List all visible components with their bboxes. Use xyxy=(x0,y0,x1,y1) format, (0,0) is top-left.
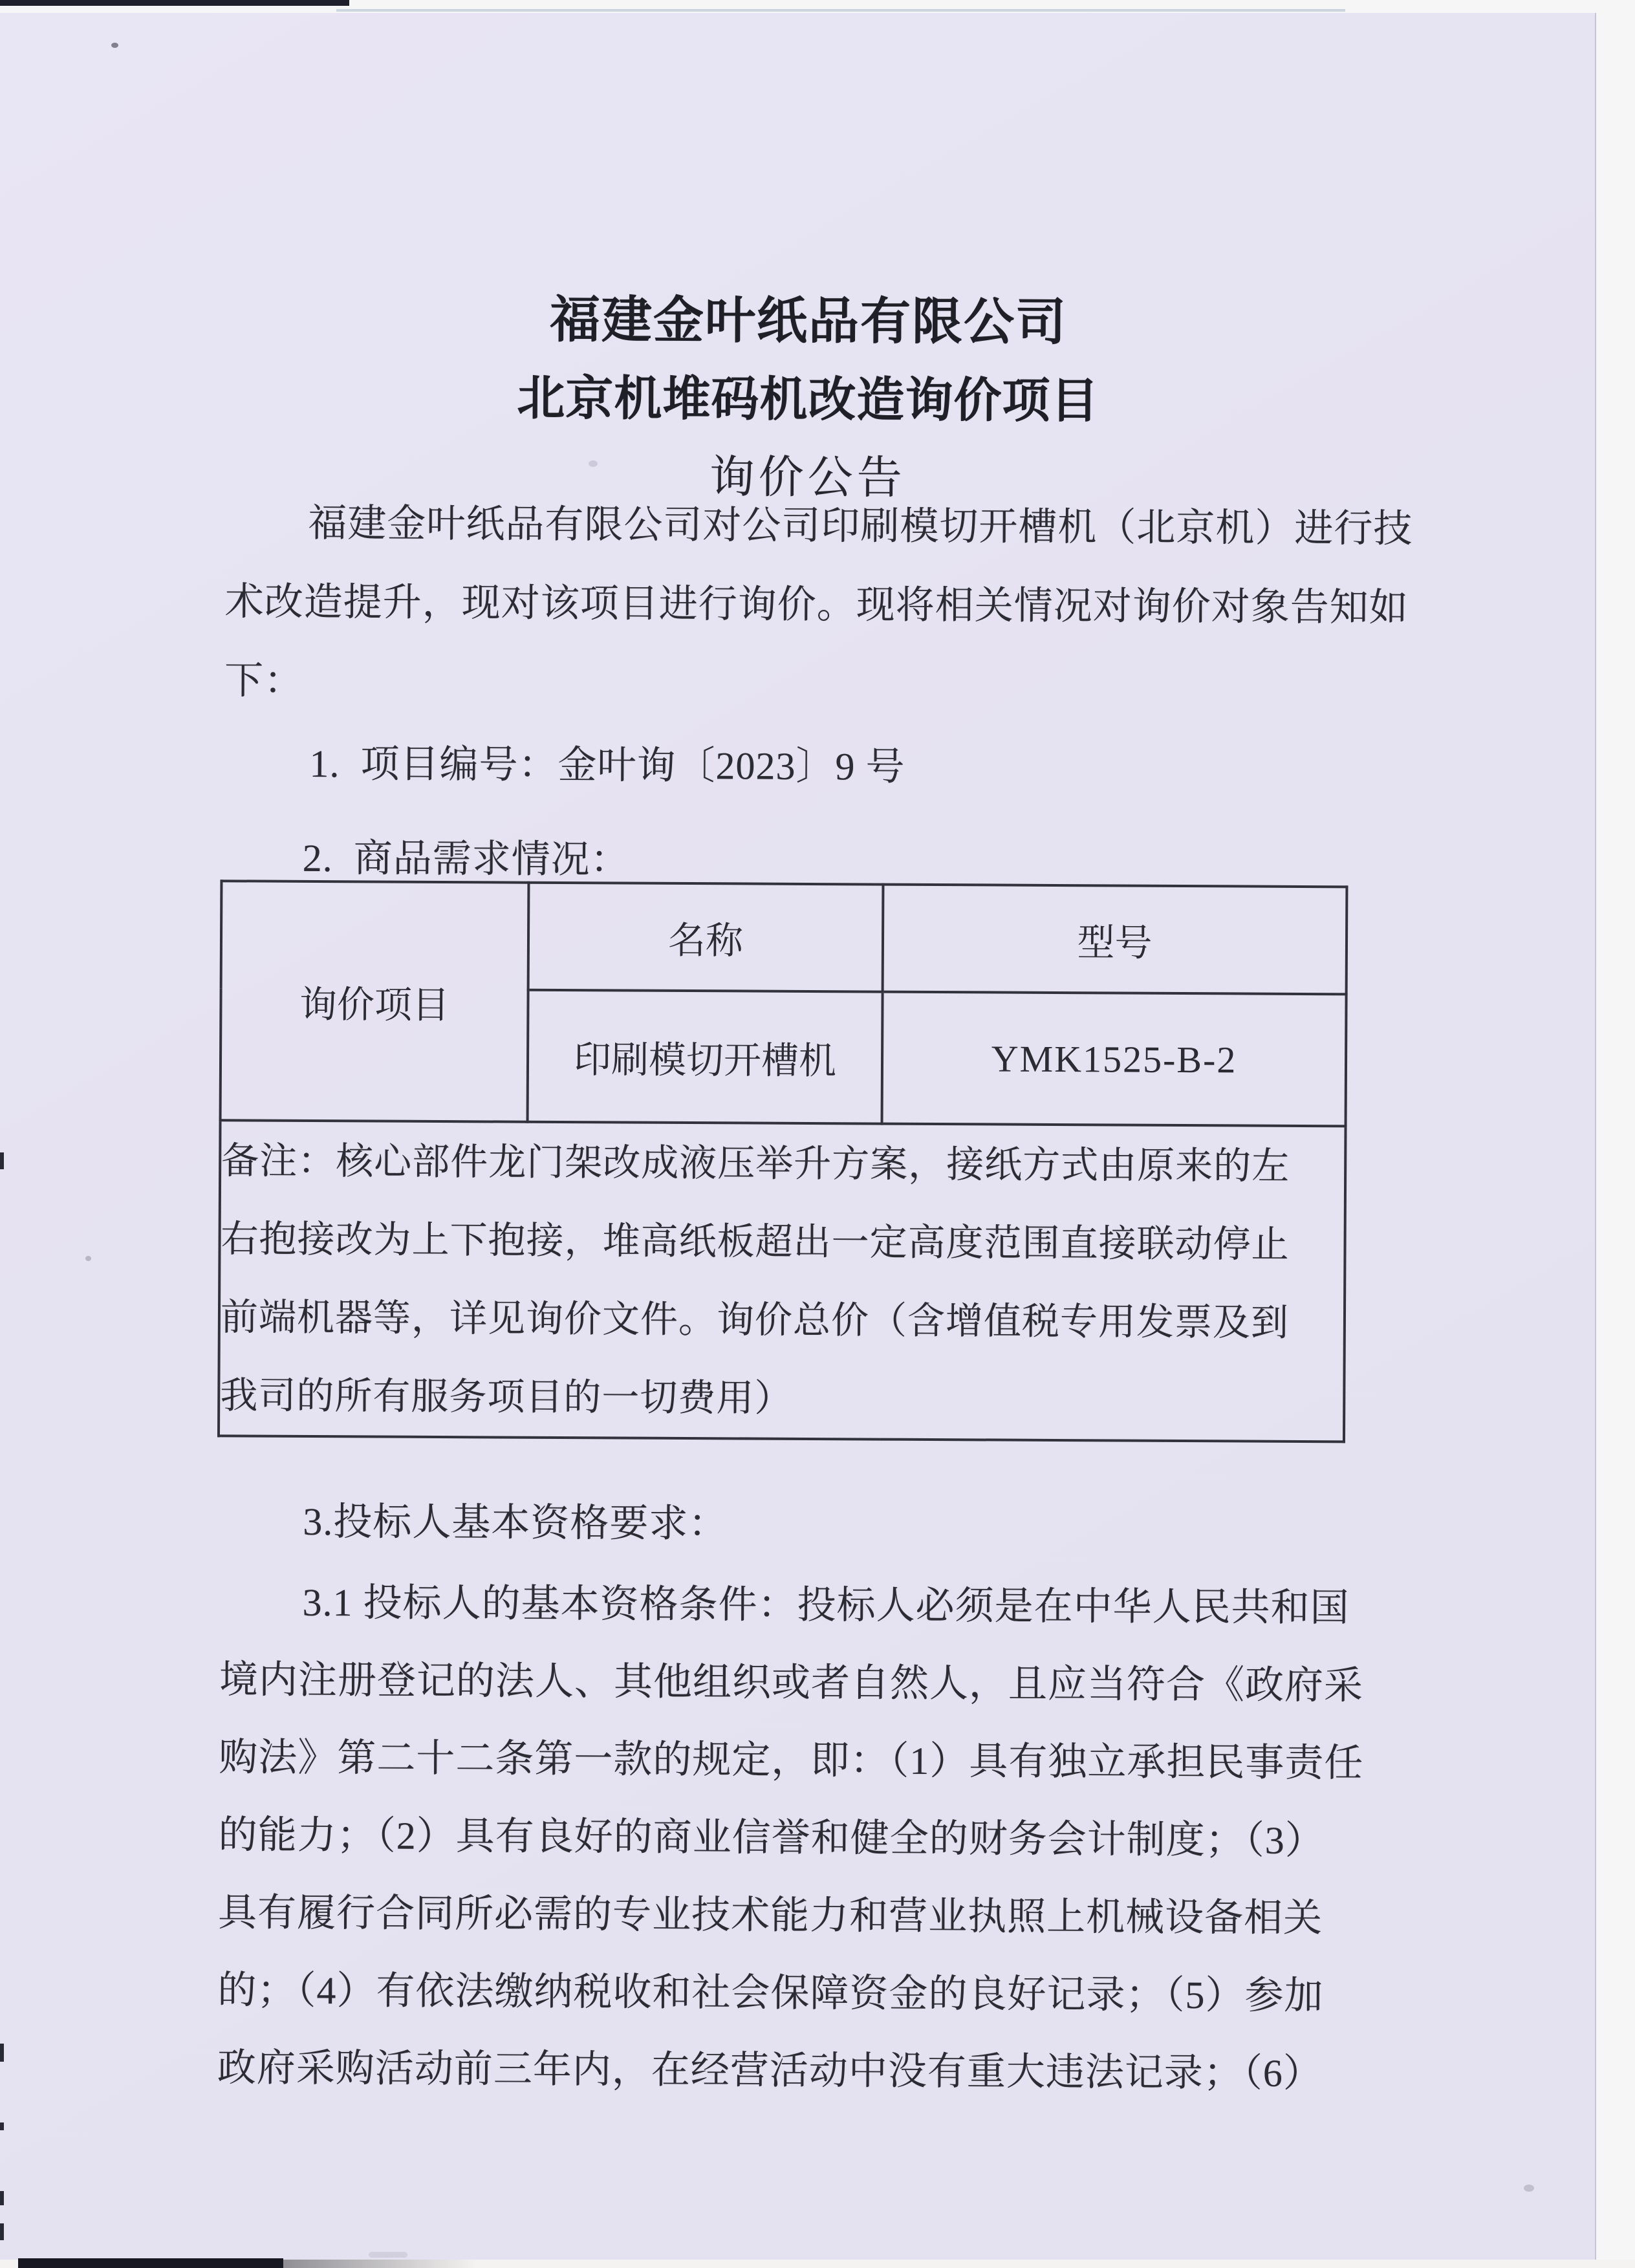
qualification-line-1: 3.1 投标人的基本资格条件：投标人必须是在中华人民共和国 xyxy=(302,1581,1350,1630)
list-item-demand: 2. 商品需求情况： xyxy=(302,836,630,881)
qualification-line-2: 境内注册登记的法人、其他组织或者自然人，且应当符合《政府采 xyxy=(219,1658,1364,1707)
table-col-model-header: 型号 xyxy=(883,885,1347,995)
intro-line-2: 术改造提升，现对该项目进行询价。现将相关情况对询价对象告知如 xyxy=(224,580,1409,629)
table-row-label-cell: 询价项目 xyxy=(221,881,529,1121)
remark-line-4: 我司的所有服务项目的一切费用） xyxy=(220,1374,793,1420)
remark-cell xyxy=(219,1120,1346,1442)
doc-subtitle: 北京机堆码机改造询价项目 xyxy=(517,371,1099,428)
table-remark-row xyxy=(219,1120,1346,1442)
table-col-name-header: 名称 xyxy=(528,883,883,992)
intro-line-1: 福建金叶纸品有限公司对公司印刷模切开槽机（北京机）进行技 xyxy=(308,501,1413,550)
doc-title: 福建金叶纸品有限公司 xyxy=(549,290,1068,351)
section3-heading: 3.投标人基本资格要求： xyxy=(303,1500,728,1546)
product-model-cell: YMK1525-B-2 xyxy=(882,992,1347,1127)
qualification-line-5: 具有履行合同所必需的专业技术能力和营业执照上机械设备相关 xyxy=(217,1891,1323,1940)
remark-line-2: 右抱接改为上下抱接，堆高纸板超出一定高度范围直接联动停止 xyxy=(221,1218,1290,1266)
qualification-line-6: 的；（4）有依法缴纳税收和社会保障资金的良好记录；（5）参加 xyxy=(217,1969,1324,2018)
intro-line-3: 下： xyxy=(224,659,304,702)
remark-line-1: 备注：核心部件龙门架改成液压举升方案，接纸方式由原来的左 xyxy=(221,1139,1290,1187)
list-item-project-number: 1. 项目编号：金叶询〔2023〕9 号 xyxy=(309,742,905,788)
product-name-cell: 印刷模切开槽机 xyxy=(528,990,883,1124)
qualification-line-3: 购法》第二十二条第一款的规定，即：（1）具有独立承担民事责任 xyxy=(219,1736,1364,1785)
qualification-line-7: 政府采购活动前三年内，在经营活动中没有重大违法记录；（6） xyxy=(217,2046,1323,2095)
product-table xyxy=(217,880,1348,1443)
doc-type-heading: 询价公告 xyxy=(709,453,906,504)
remark-line-3: 前端机器等，详见询价文件。询价总价（含增值税专用发票及到 xyxy=(220,1296,1290,1344)
qualification-line-4: 的能力；（2）具有良好的商业信誉和健全的财务会计制度；（3） xyxy=(218,1813,1325,1863)
table-header-row xyxy=(221,881,1347,994)
